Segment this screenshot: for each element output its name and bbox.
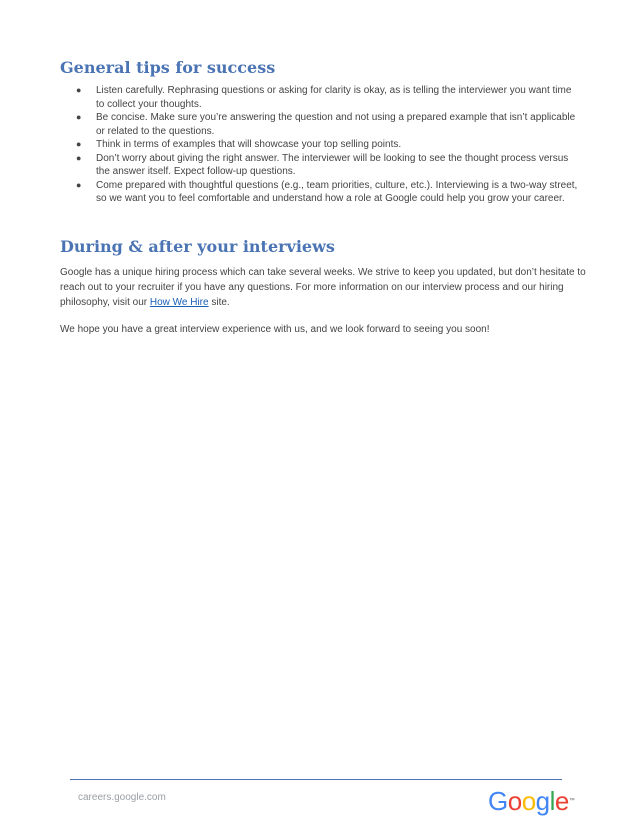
list-item <box>60 179 580 206</box>
tip-text: Be concise. Make sure you’re answering the question and not using a prepared example that isn’t applicable or related to the questions. <box>96 112 576 137</box>
bullet-icon: ● <box>76 112 82 122</box>
list-item <box>60 84 580 111</box>
logo-letter: g <box>535 786 550 816</box>
bullet-icon: ● <box>76 179 82 190</box>
logo-letter: l <box>549 786 555 816</box>
bullet-icon: ● <box>76 139 82 149</box>
logo-letter: e <box>554 786 569 816</box>
how-we-hire-link[interactable]: How We Hire <box>149 297 209 308</box>
logo-letter: o <box>521 786 536 816</box>
tip-text: Think in terms of examples that will showcase your top selling points. <box>96 139 402 150</box>
bullet-icon: ● <box>76 152 82 163</box>
trademark-mark: ™ <box>568 798 575 804</box>
hiring-process-paragraph <box>60 265 588 310</box>
paragraph-text: Google has a unique hiring process which can take several weeks. We strive to keep you updated, but don’t hesitate to reach out to your recruiter if you have any questions. For more information on our interview process and our hiring philosophy, visit our <box>60 267 586 308</box>
tip-text: Don’t worry about giving the right answer. The interviewer will be looking to see the thought process versus the answer itself. Expect follow-up questions. <box>96 152 569 177</box>
closing-paragraph: We hope you have a great interview experience with us, and we look forward to seeing you soon! <box>60 324 490 335</box>
footer-divider <box>70 779 562 780</box>
tip-text: Listen carefully. Rephrasing questions or asking for clarity is okay, as is telling the interviewer you want time to collect your thoughts. <box>96 85 572 110</box>
logo-letter: G <box>488 786 508 816</box>
tips-list <box>60 84 580 206</box>
list-item <box>60 138 580 152</box>
list-item <box>60 152 580 179</box>
logo-letter: o <box>507 786 522 816</box>
section-heading-during-after: During & after your interviews <box>60 237 335 256</box>
tip-text: Come prepared with thoughtful questions (e.g., team priorities, culture, etc.). Interviewing is a two-way street, so we want you to feel comfortable and understand how a role at Google could help you grow your career. <box>96 179 578 204</box>
bullet-icon: ● <box>76 85 82 95</box>
section-heading-general-tips: General tips for success <box>60 58 276 77</box>
paragraph-text-end: site. <box>208 297 230 308</box>
list-item <box>60 111 580 138</box>
footer-url: careers.google.com <box>78 792 166 803</box>
google-logo <box>488 786 574 816</box>
